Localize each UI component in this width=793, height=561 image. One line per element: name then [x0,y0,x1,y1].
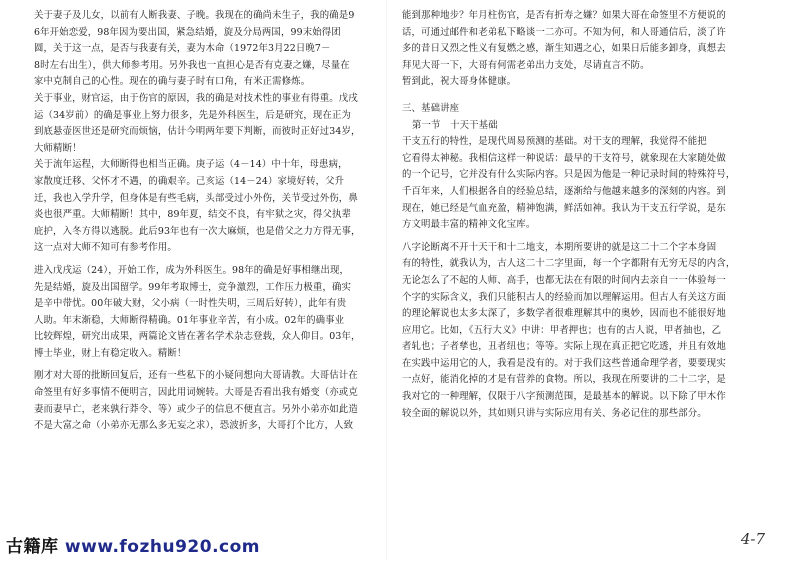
section-title: 三、基础讲座 [402,102,460,114]
page-fold [386,0,387,561]
paragraph-questions: 刚才对大哥的批断回复后，还有一些私下的小疑问想向大哥请教。大哥估计在 命签里有好多事情不便明言，因此用词婉转。大哥是否看出我有婚变（亦或克 妻而妻早亡，老来孰行莽令、等）或少子的信息不便直言。另外小弟亦如此造 不是大富之命（小弟亦无那么多无妄之求），恐波折多，大哥打个比方，人致 [34,370,358,432]
watermark-logo [6,532,260,557]
left-column [34,8,384,435]
paragraph-annual-luck: 关于流年运程，大师断得也相当正确。庚子运（4－14）中十年，母患病， 家散度迁移、父怀才不遇，的确艰辛。己亥运（14－24）家境好转，父升 迁，我也入学升学，但身体是有些毛病，头部受过小外伤，关节受过外伤，鼻 炎也很严重。大师精断！其中，89年夏，结交不良，有牢狱之灾，得父执辈 庇护，入冬方得以逃脱。此后93年也有一次大麻烦，也是借父之力方得无事， 这一点对大师不知可有参考作用。 [34,159,361,254]
paragraph-bazi-theory: 八字论断离不开十天干和十二地支，本期所要讲的就是这二十二个字本身固 有的特性，就我认为，古人这二十二字里面，每一个字都附有无穷无尽的内含， 无论怎么了不起的人师、高手，也都无法在有限的时间内去亲自一一体验每一 个字的实际含义，我们只能积古人的经验而加以理解运用。但古人有关这方面 的理论解说也太多太深了，多数学者很难理解其中的奥妙，因而也不能很好地 应用它。比如，《五行大义》中讲：甲者押也；也有的古人说，甲者抽也，乙 者轧也；子者孳也，丑者纽也；等等。实际上现在真正把它吃透，并且有效地 在实践中运用它的人，我看是没有的。对于我们这些普通命理学者，要要现实 一点好，能消化掉的才是有营养的食物。所以，我现在所要讲的二十二字，是 我对它的一种理解，仅限于八字预测范围，是最基本的解说。以下除了甲木作 较全面的解说以外，其如则只讲与实际应用有关、务必记住的那些部分。 [402,241,736,419]
watermark-url: www.fozhu920.com [64,537,260,557]
paragraph-ganzhi-intro: 干支五行的特性，是现代周易预测的基础。对干支的理解，我觉得不能把 它看得太神秘。我相信这样一种说话：最早的干支符号，就象现在大家随处做 的一个记号，它并没有什么实际内容。只是因为他是一种记录时间的特殊符号， 千百年来，人们根据各自的经验总结，逐渐给与他越来越多的深刻的内容。到 现在，她已经是气血充盈，精神饱满，鲜活如神。我认为干支五行学说，是东 方文明最丰富的精神文化宝库。 [402,136,736,231]
page-number: 4-7 [740,530,765,548]
watermark-name: 古籍库 [6,537,59,557]
paragraph-closing: 暂到此，祝大哥身体健康。 [402,76,517,88]
right-column [402,8,767,422]
paragraph-wife-children: 关于妻子及儿女，以前有人断我妻、子晚。我现在的确尚未生子，我的确是9 6年开始恋爱，98年因为要出国，紧急结婚，旋及分局两国，99末始得团 圆，关于这一点，是否与我妻有关，妻为木命（1972年3月22日晚7－ 8时左右出生），供大师参考用。另外我也一直担心是否有克妻之嫌，尽量在 家中克制自己的心性。现在的确与妻子时有口角，有米正需修炼。 [34,10,355,88]
subsection-title: 第一节 十天干基础 [412,119,498,131]
paragraph-wuxu-luck: 进入戊戌运（24），开始工作，成为外科医生。98年的确是好事相继出现， 先是结婚，旋及出国留学。99年考取博士，竞争激烈，工作压力极重，确实 是辛中带忧。00年破大财，父小病（一时性失明，三周后好转），此年有贵 人助。年末渐稳，大师断得精确。01年事业辛苦，有小成。02年的确事业 比较辉煌，研究出成果，两篇论文皆在著名学术杂志登载，众人仰目。03年， 博士毕业，财上有稳定收入。精断！ [34,264,361,359]
paragraph-letter-continuation: 能到那种地步？年月柱伤官，是否有折寿之嫌？如果大哥在命签里不方便说的 话，可通过邮件和老弟私下略谈一二亦可。不知为何，和人哥通信后，淡了许 多的昔日又烈之性义有复燃之感，渐生知遇之心，如果日后能多卸身，真想去 拜见大哥一下，大哥有何需老弟出力支处，尽请直言不防。 [402,10,726,71]
paragraph-career: 关于事业，财官运，由于伤官的原因，我的确是对技术性的事业有得重。戊戌 运（34岁前）的确是事业上努力很多，先是外科医生，后是研究，现在正为 到底悬壶医世还是研究而烦恼，估计今明两年要下判断，而彼时正好过34岁， 大师精断！ [34,92,361,154]
